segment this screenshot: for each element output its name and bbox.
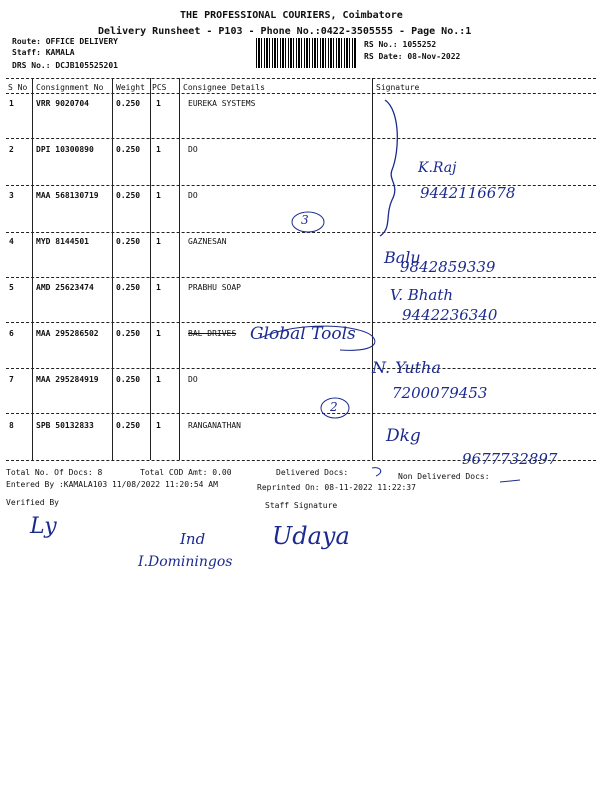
circled-number: 3 [301, 213, 309, 227]
staff-signature: Udaya [272, 522, 350, 550]
handwritten-signature: N. Yutha [372, 358, 441, 377]
drs-number: DRS No.: DCJB105525201 [12, 61, 118, 70]
handwritten-consignee: Global Tools [250, 324, 356, 344]
handwritten-signature: K.Raj [418, 160, 457, 176]
row-weight: 0.250 [116, 375, 141, 384]
row-consignee: EUREKA SYSTEMS [188, 99, 256, 108]
row-consignee: BAL DRIVES [188, 329, 237, 338]
row-pcs: 1 [156, 329, 161, 338]
header-consignment: Consignment No [36, 83, 104, 92]
row-consignment: VRR 9020704 [36, 99, 89, 108]
row-sno: 6 [9, 329, 14, 338]
verifier-signature: Ly [30, 514, 57, 539]
runsheet-title: Delivery Runsheet - P103 - Phone No.:0422-3505555 - Page No.:1 [98, 26, 472, 37]
header-signature: Signature [376, 83, 420, 92]
row-weight: 0.250 [116, 99, 141, 108]
header-pcs: PCS [152, 83, 167, 92]
handwritten-phone: 9677732897 [462, 450, 558, 468]
delivered-docs: Delivered Docs: [276, 468, 349, 477]
handwritten-signature: Dkg [386, 426, 421, 446]
row-consignment: MAA 295284919 [36, 375, 99, 384]
staff-name-handwritten: I.Dominingos [138, 554, 233, 570]
total-docs: Total No. Of Docs: 8 [6, 468, 103, 477]
rs-number: RS No.: 1055252 [364, 40, 437, 49]
handwritten-signature: Balu [384, 248, 421, 267]
row-sno: 8 [9, 421, 14, 430]
row-pcs: 1 [156, 375, 161, 384]
staff-signature-label: Staff Signature [265, 501, 338, 510]
row-weight: 0.250 [116, 329, 141, 338]
row-sno: 1 [9, 99, 14, 108]
row-sno: 2 [9, 145, 14, 154]
row-consignment: MYD 8144501 [36, 237, 89, 246]
verified-by-label: Verified By [6, 498, 59, 507]
row-weight: 0.250 [116, 145, 141, 154]
staff-signature-mark: Ind [180, 530, 206, 548]
handwritten-phone: 9442116678 [420, 184, 516, 202]
reprinted-on: Reprinted On: 08-11-2022 11:22:37 [257, 483, 416, 492]
header-sno: S No [8, 83, 28, 92]
row-consignment: SPB 50132833 [36, 421, 94, 430]
row-consignment: AMD 25623474 [36, 283, 94, 292]
total-cod: Total COD Amt: 0.00 [140, 468, 232, 477]
row-pcs: 1 [156, 191, 161, 200]
row-pcs: 1 [156, 99, 161, 108]
row-consignment: MAA 295286502 [36, 329, 99, 338]
staff-label: Staff: KAMALA [12, 48, 75, 57]
entered-by: Entered By :KAMALA103 11/08/2022 11:20:54 AM [6, 480, 218, 489]
row-consignee: PRABHU SOAP [188, 283, 241, 292]
row-sno: 7 [9, 375, 14, 384]
row-consignee: RANGANATHAN [188, 421, 241, 430]
row-consignee: DO [188, 375, 198, 384]
circled-number: 2 [330, 400, 338, 414]
handwritten-phone: 9842859339 [400, 258, 496, 276]
row-sno: 4 [9, 237, 14, 246]
row-weight: 0.250 [116, 237, 141, 246]
non-delivered-docs: Non Delivered Docs: [398, 472, 490, 481]
header-weight: Weight [116, 83, 145, 92]
row-weight: 0.250 [116, 191, 141, 200]
row-pcs: 1 [156, 283, 161, 292]
row-pcs: 1 [156, 237, 161, 246]
row-pcs: 1 [156, 421, 161, 430]
row-consignment: DPI 10300890 [36, 145, 94, 154]
row-weight: 0.250 [116, 283, 141, 292]
row-sno: 3 [9, 191, 14, 200]
header-consignee: Consignee Details [183, 83, 265, 92]
company-name: THE PROFESSIONAL COURIERS, Coimbatore [180, 10, 403, 21]
handwritten-phone: 9442236340 [402, 306, 498, 324]
row-sno: 5 [9, 283, 14, 292]
handwritten-phone: 7200079453 [392, 384, 488, 402]
row-consignee: DO [188, 191, 198, 200]
route-label: Route: OFFICE DELIVERY [12, 37, 118, 46]
row-consignment: MAA 568130719 [36, 191, 99, 200]
row-weight: 0.250 [116, 421, 141, 430]
row-consignee: DO [188, 145, 198, 154]
row-consignee: GAZNESAN [188, 237, 227, 246]
handwritten-signature: V. Bhath [390, 286, 454, 304]
row-pcs: 1 [156, 145, 161, 154]
rs-date: RS Date: 08-Nov-2022 [364, 52, 461, 61]
